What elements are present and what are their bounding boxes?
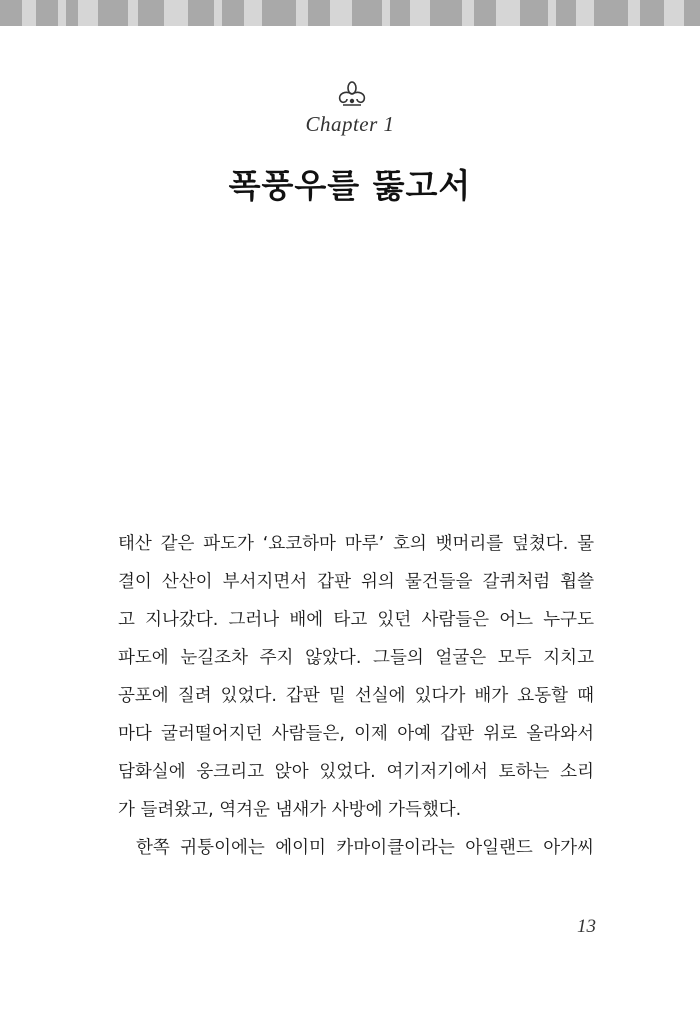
band-stripe bbox=[330, 0, 352, 26]
body-line: 가 들려왔고, 역겨운 냄새가 사방에 가득했다. bbox=[118, 800, 462, 820]
body-paragraphs bbox=[118, 525, 594, 867]
body-line: 공포에 질려 있었다. 갑판 밑 선실에 있다가 배가 요동할 때 bbox=[118, 686, 594, 706]
band-stripe bbox=[628, 0, 640, 26]
body-line: 태산 같은 파도가 ‘요코하마 마루’ 호의 뱃머리를 덮쳤다. 물 bbox=[118, 534, 594, 554]
chapter-title: 폭풍우를 뚫고서 bbox=[228, 166, 472, 205]
body-line: 담화실에 웅크리고 앉아 있었다. 여기저기에서 토하는 소리 bbox=[118, 762, 594, 782]
chapter-label: Chapter 1 bbox=[305, 112, 395, 136]
band-stripe bbox=[382, 0, 390, 26]
band-stripe bbox=[214, 0, 222, 26]
body-line: 결이 산산이 부서지면서 갑판 위의 물건들을 갈퀴처럼 휩쓸 bbox=[118, 572, 594, 592]
band-stripe bbox=[462, 0, 474, 26]
top-decorative-band bbox=[0, 0, 700, 26]
band-stripe bbox=[58, 0, 66, 26]
band-stripe bbox=[78, 0, 98, 26]
page-number: 13 bbox=[577, 916, 596, 937]
body-line: 마다 굴러떨어지던 사람들은, 이제 아예 갑판 위로 올라와서 bbox=[118, 724, 594, 744]
band-stripe bbox=[664, 0, 684, 26]
band-stripe bbox=[164, 0, 188, 26]
band-stripe bbox=[22, 0, 36, 26]
band-stripe bbox=[548, 0, 556, 26]
band-stripe bbox=[576, 0, 594, 26]
band-stripe bbox=[296, 0, 308, 26]
fleuron-icon bbox=[335, 80, 369, 110]
band-stripe bbox=[496, 0, 520, 26]
band-stripe bbox=[410, 0, 430, 26]
body-line: 파도에 눈길조차 주지 않았다. 그들의 얼굴은 모두 지치고 bbox=[118, 648, 594, 668]
body-line: 한쪽 귀퉁이에는 에이미 카마이클이라는 아일랜드 아가씨 bbox=[136, 838, 594, 858]
body-line: 고 지나갔다. 그러나 배에 타고 있던 사람들은 어느 누구도 bbox=[118, 610, 594, 630]
band-stripe bbox=[244, 0, 262, 26]
band-stripe bbox=[128, 0, 138, 26]
